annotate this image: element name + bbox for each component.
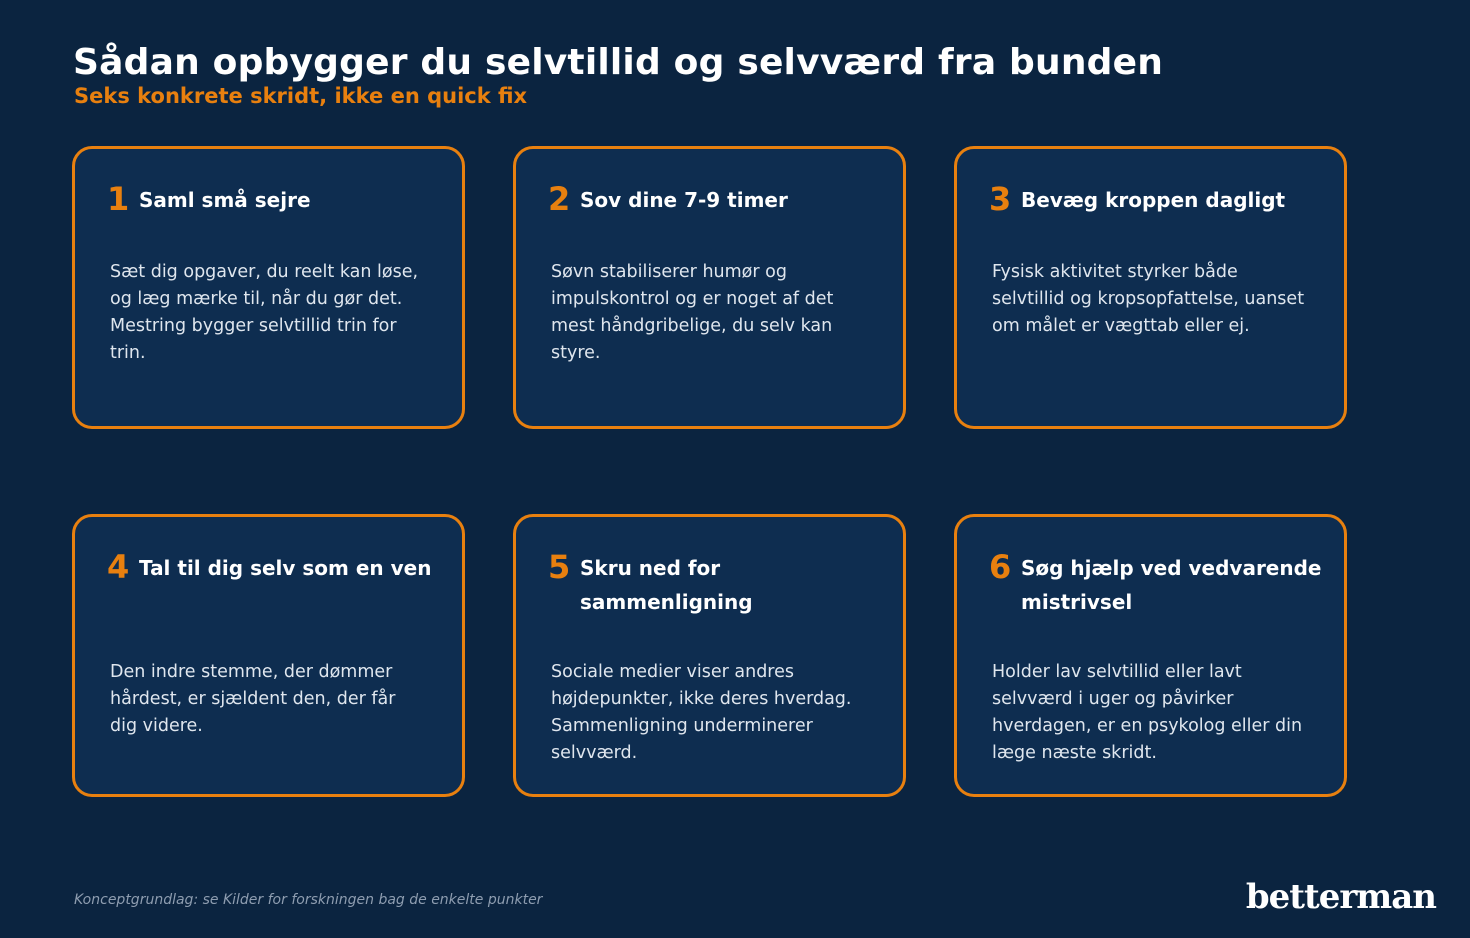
step-title: Saml små sejre — [139, 188, 311, 212]
step-title: Sov dine 7-9 timer — [580, 188, 788, 212]
step-title: Skru ned for sammenligning — [580, 556, 753, 614]
step-title: Tal til dig selv som en ven — [139, 556, 432, 580]
step-description: Søvn stabiliserer humør og impulskontrol og er noget af det mest håndgribelige, du selv kan styre. — [551, 262, 834, 363]
step-description: Sæt dig opgaver, du reelt kan løse, og læg mærke til, når du gør det. Mestring bygger selvtillid trin for trin. — [110, 262, 419, 363]
step-number: 1 — [107, 180, 130, 218]
step-number: 5 — [548, 548, 571, 586]
page-title: Sådan opbygger du selvtillid og selvværd fra bunden — [73, 42, 1164, 83]
brand-logo: betterman — [1245, 877, 1436, 917]
step-title: Søg hjælp ved vedvarende mistrivsel — [1021, 556, 1322, 614]
step-number: 2 — [548, 180, 571, 218]
step-card-4 — [72, 514, 465, 797]
source-note: Konceptgrundlag: se Kilder for forskningen bag de enkelte punkter — [74, 892, 543, 908]
step-description: Sociale medier viser andres højdepunkter, ikke deres hverdag. Sammenligning underminerer selvværd. — [551, 662, 852, 763]
step-card-3 — [954, 146, 1347, 429]
page-subtitle: Seks konkrete skridt, ikke en quick fix — [74, 84, 528, 108]
step-card-1 — [72, 146, 465, 429]
step-title: Bevæg kroppen dagligt — [1021, 188, 1286, 212]
step-number: 6 — [989, 548, 1012, 586]
step-card-6 — [954, 514, 1347, 797]
step-number: 4 — [107, 548, 130, 586]
step-description: Holder lav selvtillid eller lavt selvværd i uger og påvirker hverdagen, er en psykolog eller din læge næste skridt. — [992, 662, 1303, 763]
step-number: 3 — [989, 180, 1012, 218]
step-description: Den indre stemme, der dømmer hårdest, er sjældent den, der får dig videre. — [110, 662, 396, 736]
step-card-2 — [513, 146, 906, 429]
step-card-5 — [513, 514, 906, 797]
step-description: Fysisk aktivitet styrker både selvtillid og kropsopfattelse, uanset om målet er vægttab eller ej. — [992, 262, 1305, 336]
